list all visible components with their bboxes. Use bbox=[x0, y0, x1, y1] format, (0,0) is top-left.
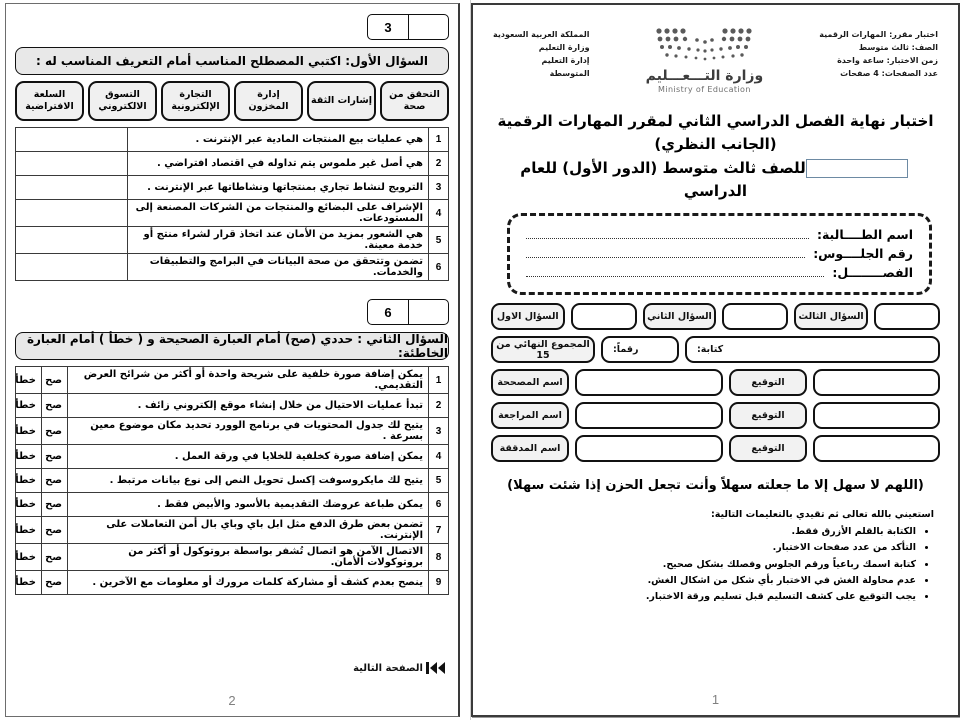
question1-score-input[interactable] bbox=[408, 15, 448, 39]
table-row bbox=[16, 418, 449, 445]
grader-row bbox=[491, 369, 940, 396]
auditor-row bbox=[491, 435, 940, 462]
answer-input[interactable] bbox=[16, 128, 128, 152]
reviewer-row bbox=[491, 402, 940, 429]
seat-number-row bbox=[526, 246, 913, 261]
exam-title-line-1: اختبار نهاية الفصل الدراسي الثاني لمقرر المهارات الرقمية (الجانب النظري) bbox=[497, 112, 934, 154]
row-index: 8 bbox=[429, 544, 449, 571]
row-index: 7 bbox=[429, 517, 449, 544]
table-row bbox=[16, 254, 449, 281]
grader-role-label: اسم المصححة bbox=[491, 369, 569, 396]
term-option[interactable]: التحقق من صحة bbox=[380, 81, 449, 121]
instruction-item: • كتابة اسمك رباعياً ورقم الجلوس وفصلك بشكل صحيح. bbox=[497, 557, 916, 573]
statement-text: تضمن بعض طرق الدفع مثل ابل باي وباي بال أمن التعاملات على الإنترنت. bbox=[68, 517, 429, 544]
term-option[interactable]: التجارة الإلكترونية bbox=[161, 81, 230, 121]
false-option[interactable]: خطأ bbox=[16, 445, 42, 469]
header-duration-line: زمن الاختبار: ساعة واحدة bbox=[837, 55, 938, 65]
statement-text: يتيح لك جدول المحتويات في برنامج الوورد تحديد مكان موضوع معين بسرعة . bbox=[68, 418, 429, 445]
question-1-score-input[interactable] bbox=[571, 303, 637, 330]
auditor-signature-input[interactable] bbox=[813, 435, 940, 462]
header-course-info bbox=[819, 23, 938, 81]
term-option[interactable]: التسوق الالكتروني bbox=[88, 81, 157, 121]
exam-title-line-2: للصف ثالث متوسط (الدور الأول) للعام الدراسي bbox=[520, 158, 806, 200]
instructions-block bbox=[497, 509, 934, 606]
answer-input[interactable] bbox=[16, 200, 128, 227]
auditor-role-label: اسم المدققة bbox=[491, 435, 569, 462]
header-pagecount-line: عدد الصفحات: 4 صفحات bbox=[840, 68, 938, 78]
reviewer-name-input[interactable] bbox=[575, 402, 723, 429]
row-index: 9 bbox=[429, 571, 449, 595]
table-row bbox=[16, 445, 449, 469]
seat-number-label: رقم الجلــــوس: bbox=[813, 246, 913, 261]
class-label: الفصــــــــل: bbox=[832, 265, 913, 280]
grader-signature-label: التوقيع bbox=[729, 369, 807, 396]
document-header bbox=[473, 5, 958, 94]
reviewer-role-label: اسم المراجعة bbox=[491, 402, 569, 429]
statement-text: يمكن إضافة صورة خلفية على شريحة واحدة أو أكثر من شرائح العرض التقديمي. bbox=[68, 367, 429, 394]
false-option[interactable]: خطأ bbox=[16, 544, 42, 571]
question2-max-score: 6 bbox=[384, 304, 392, 320]
row-index: 1 bbox=[429, 128, 449, 152]
instruction-item: • الكتابة بالقلم الأزرق فقط. bbox=[497, 524, 916, 540]
definition-text: الإشراف على البضائع والمنتجات من الشركات المصنعة إلى المستودعات. bbox=[128, 200, 429, 227]
skip-back-icon bbox=[426, 662, 446, 674]
question-3-label: السؤال الثالث bbox=[794, 303, 868, 330]
header-authority-info bbox=[493, 23, 590, 81]
next-page-link[interactable] bbox=[353, 662, 446, 674]
true-option[interactable]: صح bbox=[42, 517, 68, 544]
header-ministry-line: وزارة التعليم bbox=[538, 42, 590, 52]
logo-dots-icon bbox=[645, 25, 763, 67]
header-kingdom-line: المملكة العربية السعودية bbox=[493, 30, 590, 39]
term-option[interactable]: السلعة الافتراضية bbox=[15, 81, 84, 121]
table-row bbox=[16, 176, 449, 200]
question1-table bbox=[15, 127, 449, 281]
question1-banner: السؤال الأول: اكتبي المصطلح المناسب أمام التعريف المناسب له : bbox=[15, 47, 449, 75]
true-option[interactable]: صح bbox=[42, 571, 68, 595]
row-index: 5 bbox=[429, 469, 449, 493]
question1-score-box[interactable] bbox=[367, 14, 449, 40]
true-option[interactable]: صح bbox=[42, 418, 68, 445]
question2-banner: السؤال الثاني : حددي (صح) أمام العبارة الصحيحة و ( خطأ ) أمام العبارة الخاطئة: bbox=[15, 332, 449, 360]
exam-title bbox=[491, 110, 940, 203]
statement-text: تبدأ عمليات الاحتيال من خلال إنشاء موقع إلكتروني زائف . bbox=[68, 394, 429, 418]
definition-text: هي عمليات بيع المنتجات المادية عبر الإنترنت . bbox=[128, 128, 429, 152]
false-option[interactable]: خطأ bbox=[16, 418, 42, 445]
answer-input[interactable] bbox=[16, 152, 128, 176]
logo-english-text: Ministry of Education bbox=[658, 85, 751, 94]
academic-year-input[interactable] bbox=[806, 159, 908, 178]
row-index: 5 bbox=[429, 227, 449, 254]
definition-text: هي الشعور بمزيد من الأمان عند اتخاذ قرار لشراء منتج أو خدمة معينة. bbox=[128, 227, 429, 254]
table-row bbox=[16, 152, 449, 176]
row-index: 3 bbox=[429, 418, 449, 445]
student-info-box bbox=[507, 213, 932, 295]
row-index: 4 bbox=[429, 200, 449, 227]
definition-text: الترويج لنشاط تجاري بمنتجاتها ونشاطاتها عبر الإنترنت . bbox=[128, 176, 429, 200]
question-3-score-input[interactable] bbox=[874, 303, 940, 330]
table-row bbox=[16, 544, 449, 571]
table-row bbox=[16, 493, 449, 517]
false-option[interactable]: خطأ bbox=[16, 367, 42, 394]
definition-text: تضمن وتتحقق من صحة البيانات في البرامج والتطبيقات والخدمات. bbox=[128, 254, 429, 281]
instructions-list bbox=[497, 524, 934, 606]
question2-score-input[interactable] bbox=[408, 300, 448, 324]
question2-table bbox=[15, 366, 449, 595]
grade-questions-row bbox=[491, 303, 940, 330]
student-name-label: اسم الطــــالبة: bbox=[816, 227, 913, 242]
seat-number-input[interactable] bbox=[526, 246, 805, 258]
row-index: 6 bbox=[429, 254, 449, 281]
false-option[interactable]: خطأ bbox=[16, 394, 42, 418]
answer-input[interactable] bbox=[16, 227, 128, 254]
student-name-input[interactable] bbox=[526, 227, 809, 239]
header-course-line: اختبار مقرر: المهارات الرقمية bbox=[819, 30, 938, 39]
statement-text: يمكن إضافة صورة كخلفية للخلايا في ورقة العمل . bbox=[68, 445, 429, 469]
grade-table bbox=[491, 303, 940, 462]
document-page-1 bbox=[471, 3, 960, 717]
question1-term-bank bbox=[15, 81, 449, 121]
logo-arabic-text: وزارة التـــعـــليم bbox=[645, 68, 764, 84]
true-option[interactable]: صح bbox=[42, 469, 68, 493]
true-option[interactable]: صح bbox=[42, 367, 68, 394]
row-index: 2 bbox=[429, 152, 449, 176]
true-option[interactable]: صح bbox=[42, 394, 68, 418]
statement-text: يتيح لك مايكروسوفت إكسل تحويل النص إلى نوع بيانات مرتبط . bbox=[68, 469, 429, 493]
row-index: 4 bbox=[429, 445, 449, 469]
student-name-row bbox=[526, 227, 913, 242]
instruction-item: • يجب التوقيع على كشف التسليم قبل تسليم ورقة الاختبار. bbox=[497, 589, 916, 605]
row-index: 2 bbox=[429, 394, 449, 418]
total-score-label: المجموع النهائي من 15 bbox=[491, 336, 595, 363]
instructions-title: استعيني بالله تعالى ثم تقيدي بالتعليمات التالية: bbox=[710, 509, 934, 520]
false-option[interactable]: خطأ bbox=[16, 517, 42, 544]
reviewer-signature-input[interactable] bbox=[813, 402, 940, 429]
document-page-2 bbox=[5, 3, 460, 717]
table-row bbox=[16, 200, 449, 227]
auditor-signature-label: التوقيع bbox=[729, 435, 807, 462]
table-row bbox=[16, 227, 449, 254]
term-option[interactable]: إدارة المخزون bbox=[234, 81, 303, 121]
table-row bbox=[16, 394, 449, 418]
page-gutter bbox=[460, 0, 471, 720]
definition-text: هي أصل غير ملموس يتم تداوله في اقتصاد افتراضي . bbox=[128, 152, 429, 176]
class-input[interactable] bbox=[526, 265, 824, 277]
question1-max-score: 3 bbox=[384, 19, 392, 35]
true-option[interactable]: صح bbox=[42, 544, 68, 571]
grade-total-row bbox=[491, 336, 940, 363]
grader-name-input[interactable] bbox=[575, 369, 723, 396]
true-option[interactable]: صح bbox=[42, 493, 68, 517]
false-option[interactable]: خطأ bbox=[16, 493, 42, 517]
question-1-label: السؤال الاول bbox=[491, 303, 565, 330]
instruction-item: • عدم محاولة الغش في الاختبار بأي شكل من اشكال الغش. bbox=[497, 573, 916, 589]
header-grade-line: الصف: ثالث متوسط bbox=[858, 42, 938, 52]
statement-text: ينصح بعدم كشف أو مشاركة كلمات مرورك أو معلومات مع الآخرين . bbox=[68, 571, 429, 595]
ministry-of-education-logo bbox=[645, 23, 763, 94]
table-row bbox=[16, 517, 449, 544]
total-numeric-input[interactable]: رقماً: bbox=[601, 336, 679, 363]
statement-text: الاتصال الآمن هو اتصال تُشفر بواسطة بروتوكول أو أكثر من بروتوكولات الأمان. bbox=[68, 544, 429, 571]
table-row bbox=[16, 128, 449, 152]
header-administration-line: إدارة التعليم bbox=[541, 55, 590, 65]
statement-text: يمكن طباعة عروضك التقديمية بالأسود والأبيض فقط . bbox=[68, 493, 429, 517]
class-row bbox=[526, 265, 913, 280]
instruction-item: • التأكد من عدد صفحات الاختبار. bbox=[497, 540, 916, 556]
true-option[interactable]: صح bbox=[42, 445, 68, 469]
table-row bbox=[16, 571, 449, 595]
page-number-2: 2 bbox=[228, 693, 236, 708]
dua-text: (اللهم لا سهل إلا ما جعلته سهلاً وأنت تجعل الحزن إذا شئت سهلا) bbox=[507, 478, 924, 493]
header-school-line: المتوسطة bbox=[549, 68, 590, 78]
total-written-input[interactable]: كتابة: bbox=[685, 336, 940, 363]
next-page-label: الصفحة التالية bbox=[353, 662, 423, 674]
false-option[interactable]: خطأ bbox=[16, 469, 42, 493]
false-option[interactable]: خطأ bbox=[16, 571, 42, 595]
row-index: 6 bbox=[429, 493, 449, 517]
table-row bbox=[16, 469, 449, 493]
auditor-name-input[interactable] bbox=[575, 435, 723, 462]
page-number-1: 1 bbox=[711, 692, 720, 707]
term-option[interactable]: إشارات الثقة bbox=[307, 81, 376, 121]
row-index: 3 bbox=[429, 176, 449, 200]
table-row bbox=[16, 367, 449, 394]
grader-signature-input[interactable] bbox=[813, 369, 940, 396]
answer-input[interactable] bbox=[16, 176, 128, 200]
question-2-label: السؤال الثاني bbox=[643, 303, 717, 330]
question-2-score-input[interactable] bbox=[722, 303, 788, 330]
question2-score-box[interactable] bbox=[367, 299, 449, 325]
reviewer-signature-label: التوقيع bbox=[729, 402, 807, 429]
answer-input[interactable] bbox=[16, 254, 128, 281]
row-index: 1 bbox=[429, 367, 449, 394]
